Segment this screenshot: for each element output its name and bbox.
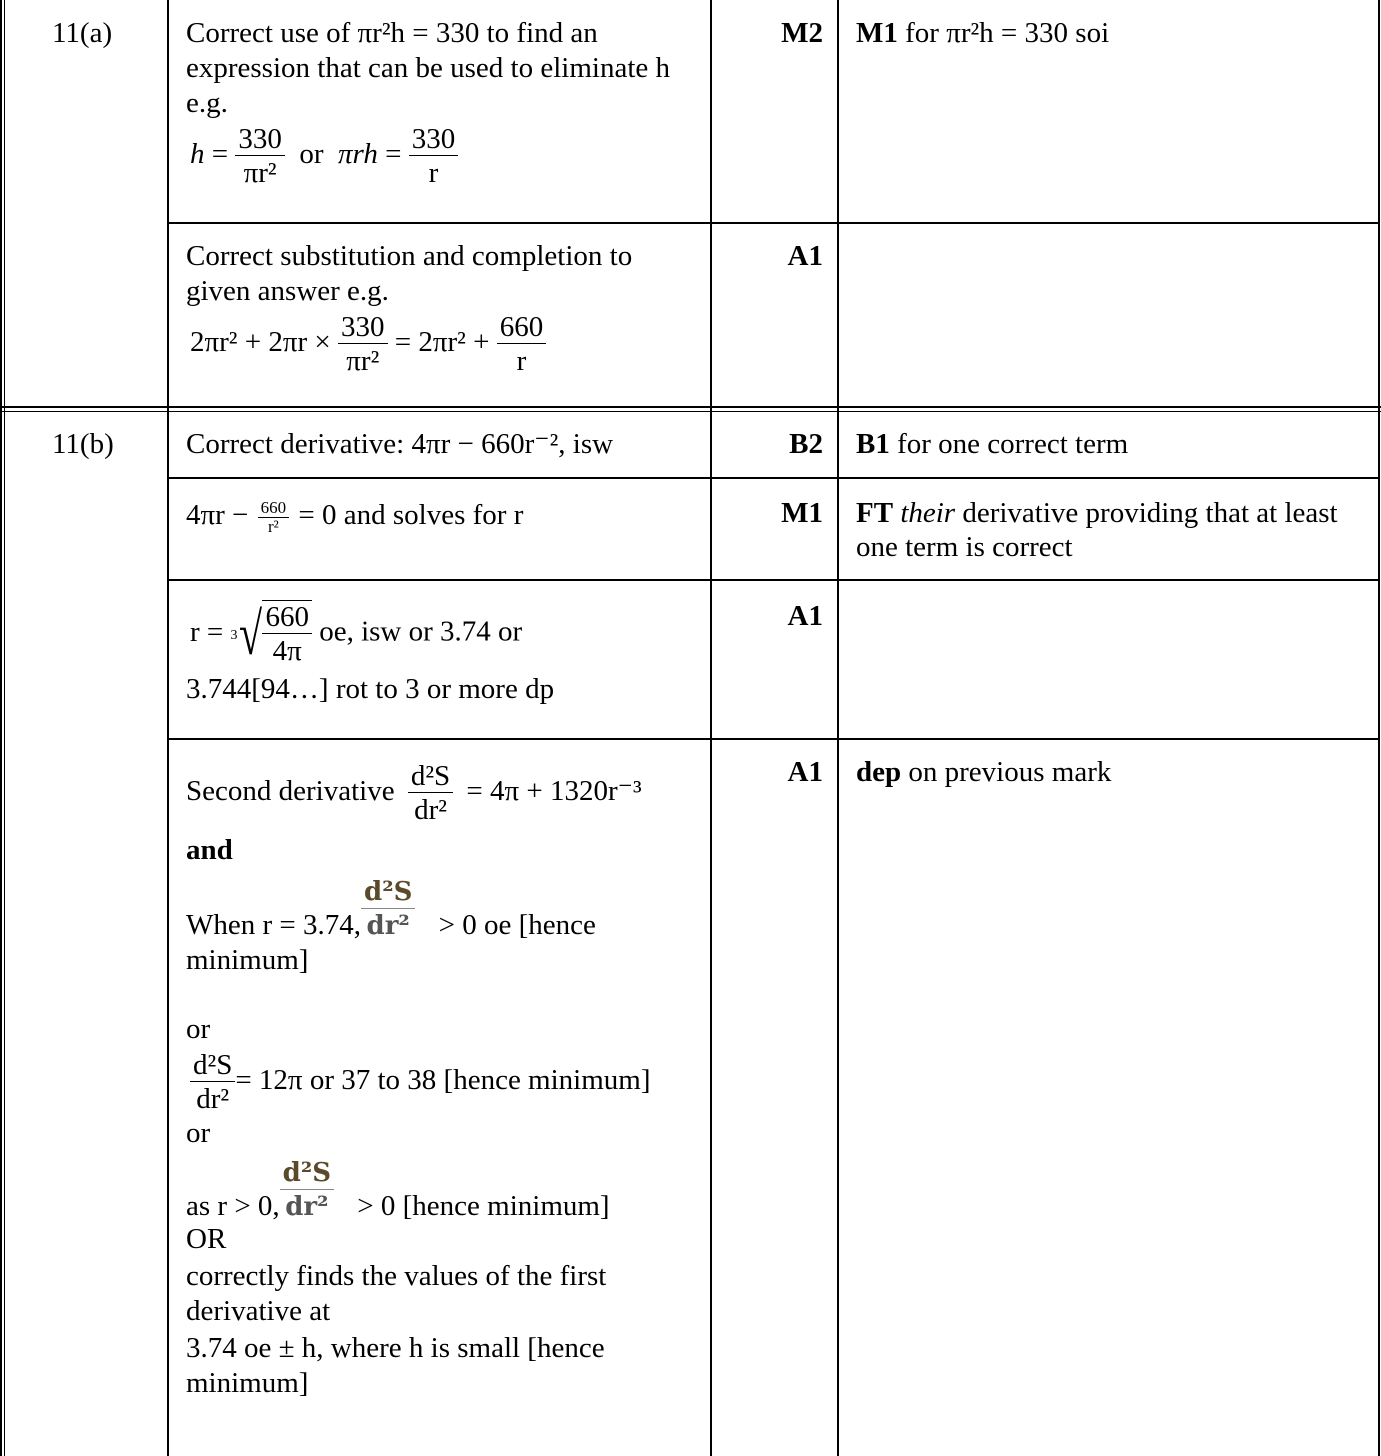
table-border-left <box>0 0 2 1456</box>
when-post: > 0 oe [hence <box>438 909 596 941</box>
eq-rhs: = 4π + 1320r⁻³ <box>466 775 642 808</box>
fraction <box>262 600 312 668</box>
or-text: or <box>299 138 324 171</box>
mark: B2 <box>789 428 823 460</box>
guidance-bold: B1 <box>856 428 890 460</box>
fraction <box>408 760 453 827</box>
mark: M2 <box>781 17 823 49</box>
denominator: 4π <box>272 635 302 667</box>
column-divider-answer <box>710 0 712 1456</box>
eq-post: oe, isw or 3.74 or <box>319 615 523 648</box>
eq-post: = 0 and solves for r <box>298 499 524 531</box>
denominator: r <box>428 157 439 189</box>
mark: A1 <box>787 756 823 788</box>
eq-lhs: r = <box>190 615 224 648</box>
guidance-cell <box>856 427 1371 462</box>
fraction <box>361 876 415 943</box>
row-divider <box>167 738 1380 740</box>
denominator: r <box>516 345 527 377</box>
when-line <box>186 876 706 943</box>
answer-cell <box>186 16 701 190</box>
second-derivative-line <box>186 760 706 827</box>
or-text: or <box>186 1013 211 1045</box>
as-pre: as r > 0, <box>186 1190 280 1222</box>
row-divider <box>167 579 1380 581</box>
guidance-bold: FT <box>856 497 894 529</box>
row-divider <box>167 477 1380 479</box>
guidance-cell <box>856 755 1371 790</box>
or-text: or <box>186 1117 211 1149</box>
answer-text: correctly finds the values of the first derivative at <box>186 1260 607 1327</box>
guidance-bold: dep <box>856 756 902 788</box>
mark: A1 <box>787 240 823 272</box>
column-divider-mark <box>837 0 839 1456</box>
section-divider-double <box>0 411 1381 412</box>
fraction <box>258 499 290 536</box>
mark: M1 <box>781 497 823 529</box>
answer-text: 3.744[94…] rot to 3 or more dp <box>186 673 555 705</box>
fraction <box>235 123 285 190</box>
guidance-text: for one correct term <box>897 428 1129 460</box>
equation <box>186 311 701 378</box>
radical-icon: √ <box>238 601 262 667</box>
column-divider-question <box>167 0 169 1456</box>
table-border-right <box>1378 0 1380 1456</box>
guidance-bold: M1 <box>856 17 898 49</box>
answer-text: minimum] <box>186 944 309 976</box>
question-number: 11(a) <box>52 17 113 49</box>
numerator: 330 <box>409 123 459 156</box>
numerator: 660 <box>262 601 312 634</box>
eq-variable: h <box>190 138 205 171</box>
or-upper-text: OR <box>186 1223 227 1255</box>
answer-cell <box>186 760 706 1401</box>
guidance-text: derivative providing that at least one term is correct <box>856 497 1338 563</box>
equation <box>186 600 701 668</box>
eq-rhs: = 12π or 37 to 38 [hence minimum] <box>235 1064 651 1097</box>
question-number: 11(b) <box>52 428 114 460</box>
eq-mid: = 2πr² + <box>394 326 490 359</box>
alt1-line <box>186 1049 706 1116</box>
numerator: 660 <box>258 499 290 518</box>
denominator: dr² <box>414 794 447 826</box>
fraction <box>280 1157 334 1224</box>
denominator: dr² <box>285 1192 329 1222</box>
answer-text: Correct derivative: 4πr − 660r⁻², isw <box>186 428 614 460</box>
answer-text: minimum] <box>186 1367 309 1399</box>
answer-cell <box>186 498 701 536</box>
guidance-cell <box>856 496 1374 564</box>
fraction <box>338 311 388 378</box>
label: Second derivative <box>186 775 395 808</box>
answer-cell <box>186 600 701 707</box>
as-post: > 0 [hence minimum] <box>357 1190 610 1222</box>
table-border-left-inner <box>4 0 5 1456</box>
answer-text: Correct substitution and completion to given answer e.g. <box>186 240 633 307</box>
mark: A1 <box>787 600 823 632</box>
numerator: d²S <box>190 1049 235 1082</box>
root-index: 3 <box>230 628 238 643</box>
denominator: dr² <box>196 1083 230 1115</box>
eq-pre: 4πr − <box>186 499 249 531</box>
numerator: d²S <box>361 876 415 909</box>
numerator: 330 <box>338 311 388 344</box>
denominator: πr² <box>346 345 380 377</box>
numerator: d²S <box>408 760 453 793</box>
eq-lhs: 2πr² + 2πr × <box>190 326 331 359</box>
numerator: d²S <box>280 1157 334 1190</box>
eq-lhs: πrh <box>338 138 378 171</box>
denominator: dr² <box>366 911 410 941</box>
answer-cell <box>186 239 701 378</box>
when-pre: When r = 3.74, <box>186 909 362 941</box>
denominator: r² <box>268 516 279 536</box>
answer-text: Correct use of πr²h = 330 to find an expression that can be used to eliminate h e.g. <box>186 17 670 119</box>
as-line <box>186 1157 706 1224</box>
guidance-text: for πr²h = 330 soi <box>905 17 1110 49</box>
denominator: πr² <box>243 157 277 189</box>
guidance-italic: their <box>900 497 956 529</box>
fraction <box>497 311 547 378</box>
numerator: 660 <box>497 311 547 344</box>
section-divider <box>0 406 1381 408</box>
equation: h = $\frac{330}{\text{πr²}}$ or πrh = $\frac{330}{r}$ <box>186 123 701 190</box>
cube-root <box>231 600 312 668</box>
numerator: 330 <box>235 123 285 156</box>
guidance-text: on previous mark <box>908 756 1112 788</box>
and-text: and <box>186 834 233 866</box>
answer-text: 3.74 oe ± h, where h is small [hence <box>186 1332 605 1364</box>
row-divider <box>167 222 1380 224</box>
guidance-cell <box>856 16 1371 51</box>
fraction <box>409 123 459 190</box>
fraction <box>190 1049 235 1116</box>
